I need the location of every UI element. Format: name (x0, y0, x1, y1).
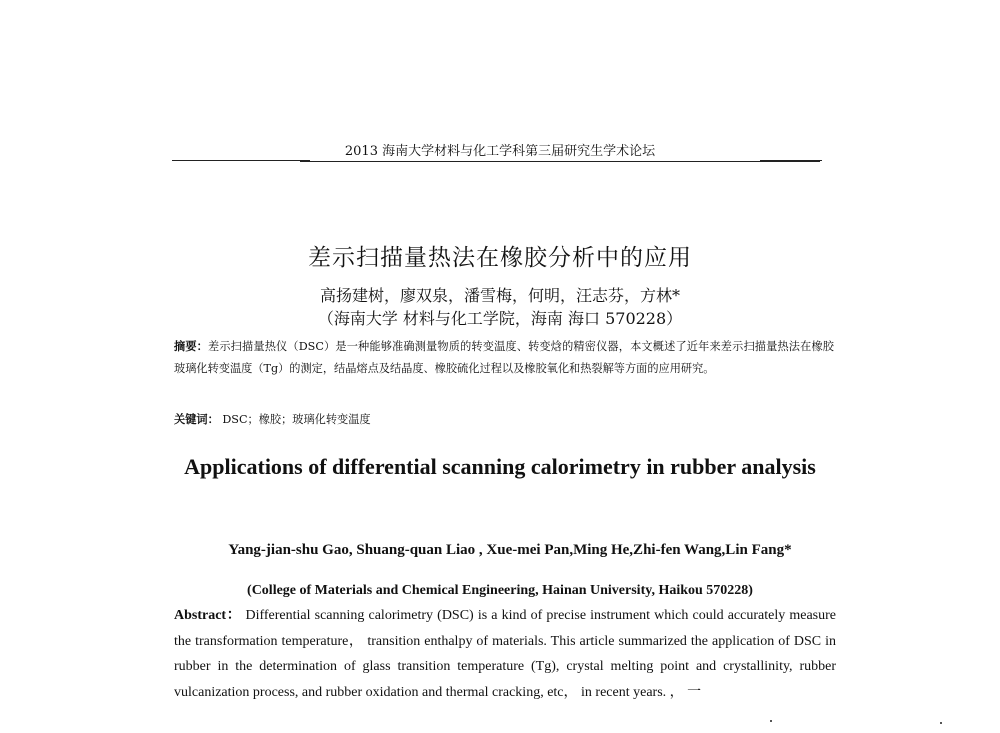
chinese-abstract (174, 336, 834, 380)
english-authors: Yang-jian-shu Gao, Shuang-quan Liao , Xue-mei Pan,Ming He,Zhi-fen Wang,Lin Fang* (228, 542, 792, 558)
header-rule (300, 161, 820, 162)
scan-speck (940, 722, 942, 724)
english-title: Applications of differential scanning calorimetry in rubber analysis (184, 454, 816, 479)
chinese-keywords-label: 关键词： (174, 413, 219, 426)
chinese-affiliation: （海南大学 材料与化工学院，海南 海口 570228） (317, 309, 683, 328)
chinese-keywords (174, 411, 834, 429)
chinese-abstract-label: 摘要： (174, 340, 209, 353)
header-rule-right (760, 160, 822, 161)
chinese-authors: 高扬建树，廖双泉，潘雪梅，何明，汪志芬，方林* (319, 286, 680, 305)
english-abstract-text: Differential scanning calorimetry (DSC) is a kind of precise instrument which could accurately measure the transformation temperature， transition enthalpy of materials. This article summarized the application of DSC in rubber in the determination of glass transition temperature (Tg), crystal melting point and crystallinity, rubber vulcanization process, and rubber oxidation and thermal cracking, etc， in recent years. ， 一 (174, 608, 836, 700)
chinese-keywords-text: DSC；橡胶；玻璃化转变温度 (218, 413, 371, 426)
header-rule-left (172, 160, 310, 161)
english-abstract (174, 603, 836, 705)
english-affiliation: (College of Materials and Chemical Engineering, Hainan University, Haikou 570228) (247, 583, 753, 598)
english-abstract-label: Abstract： (174, 608, 242, 623)
chinese-abstract-text: 差示扫描量热仪（DSC）是一种能够准确测量物质的转变温度、转变焓的精密仪器，本文概述了近年来差示扫描量热法在橡胶玻璃化转变温度（Tg）的测定，结晶熔点及结晶度、橡胶硫化过程以及橡胶氧化和热裂解等方面的应用研究。 (174, 340, 834, 375)
chinese-title: 差示扫描量热法在橡胶分析中的应用 (308, 245, 692, 271)
running-header: 2013 海南大学材料与化工学科第三届研究生学术论坛 (344, 144, 656, 159)
scan-speck (770, 720, 772, 722)
